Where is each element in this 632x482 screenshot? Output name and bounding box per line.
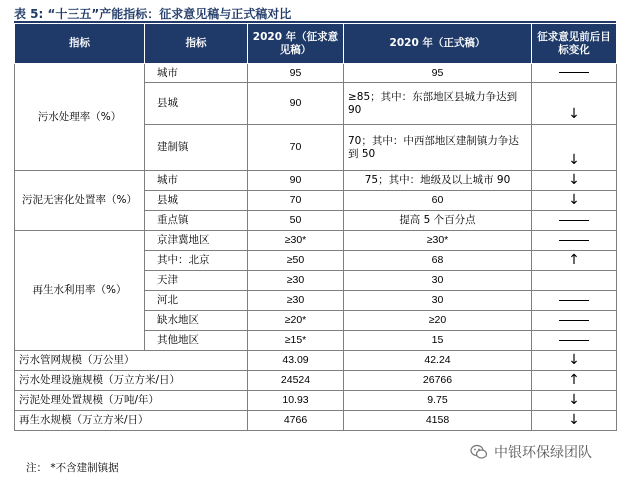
header-draft: 2020 年（征求意见稿） [248,24,344,64]
table-row [15,351,617,371]
change-cell [532,191,617,211]
sub-cell: 城市 [145,171,248,191]
change-cell [532,411,617,431]
final-cell: ≥20 [344,311,532,331]
table-row [15,64,617,83]
total-label: 再生水规模（万立方米/日） [15,411,248,431]
final-cell: 4158 [344,411,532,431]
final-cell: ≥85；其中：东部地区县城力争达到 90 [344,83,532,125]
draft-cell: ≥30 [248,291,344,311]
group-sludge: 污泥无害化处置率（%） [15,171,145,231]
draft-cell: ≥15* [248,331,344,351]
draft-cell: 90 [248,171,344,191]
final-cell: 30 [344,291,532,311]
final-cell: 42.24 [344,351,532,371]
dash-mark [559,240,589,241]
sub-cell: 县城 [145,83,248,125]
total-label: 污水处理设施规模（万立方米/日） [15,371,248,391]
draft-cell: 4766 [248,411,344,431]
final-cell: 70；其中：中西部地区建制镇力争达到 50 [344,125,532,171]
final-cell: 30 [344,271,532,291]
change-cell [532,211,617,231]
final-cell: 60 [344,191,532,211]
dash-mark [559,220,589,221]
wechat-icon [470,443,488,461]
comparison-table [14,23,617,431]
table-row [15,231,617,251]
draft-cell: 90 [248,83,344,125]
watermark [470,442,592,462]
dash-mark [559,320,589,321]
change-cell [532,83,617,125]
sub-cell: 缺水地区 [145,311,248,331]
change-cell [532,391,617,411]
draft-cell: ≥20* [248,311,344,331]
draft-cell: ≥50 [248,251,344,271]
draft-cell: 24524 [248,371,344,391]
header-indicator: 指标 [15,24,145,64]
sub-cell: 建制镇 [145,125,248,171]
dash-mark [559,340,589,341]
sub-cell: 城市 [145,64,248,83]
draft-cell: ≥30* [248,231,344,251]
draft-cell: 43.09 [248,351,344,371]
final-cell: 75；其中：地级及以上城市 90 [344,171,532,191]
draft-cell: ≥30 [248,271,344,291]
sub-cell: 县城 [145,191,248,211]
final-cell: 15 [344,331,532,351]
arrow-up-icon: ↑ [568,371,580,388]
sub-cell: 其他地区 [145,331,248,351]
draft-cell: 10.93 [248,391,344,411]
dash-mark [559,300,589,301]
change-cell [532,371,617,391]
arrow-down-icon: ↓ [568,391,580,408]
table-title: 表 5: “十三五”产能指标：征求意见稿与正式稿对比 [14,7,292,21]
group-sewage: 污水处理率（%） [15,64,145,171]
arrow-down-icon: ↓ [568,152,580,168]
arrow-up-icon: ↑ [568,251,580,268]
change-cell [532,351,617,371]
dash-mark [559,72,589,73]
arrow-down-icon: ↓ [568,411,580,428]
arrow-down-icon: ↓ [568,171,580,188]
change-cell [532,171,617,191]
draft-cell: 50 [248,211,344,231]
total-label: 污泥处理处置规模（万吨/年） [15,391,248,411]
header-change: 征求意见前后目标变化 [532,24,617,64]
change-cell [532,291,617,311]
draft-cell: 95 [248,64,344,83]
change-cell [532,331,617,351]
table-row [15,391,617,411]
sub-cell: 京津冀地区 [145,231,248,251]
draft-cell: 70 [248,125,344,171]
group-reuse: 再生水利用率（%） [15,231,145,351]
change-cell [532,125,617,171]
final-cell: 26766 [344,371,532,391]
sub-cell: 河北 [145,291,248,311]
arrow-down-icon: ↓ [568,191,580,208]
table-row [15,371,617,391]
change-cell [532,251,617,271]
change-cell [532,64,617,83]
sub-cell: 重点镇 [145,211,248,231]
final-cell: 68 [344,251,532,271]
table-row [15,171,617,191]
arrow-down-icon: ↓ [568,106,580,122]
final-cell: 提高 5 个百分点 [344,211,532,231]
final-cell: 95 [344,64,532,83]
table-row [15,411,617,431]
change-cell [532,311,617,331]
arrow-down-icon: ↓ [568,351,580,368]
sub-cell: 其中：北京 [145,251,248,271]
final-cell: 9.75 [344,391,532,411]
change-cell [532,271,617,291]
header-final: 2020 年（正式稿） [344,24,532,64]
sub-cell: 天津 [145,271,248,291]
draft-cell: 70 [248,191,344,211]
total-label: 污水管网规模（万公里） [15,351,248,371]
final-cell: ≥30* [344,231,532,251]
change-cell [532,231,617,251]
footnote: 注： *不含建制镇据 [26,462,119,474]
header-subindicator: 指标 [145,24,248,64]
watermark-text: 中银环保绿团队 [494,445,592,461]
